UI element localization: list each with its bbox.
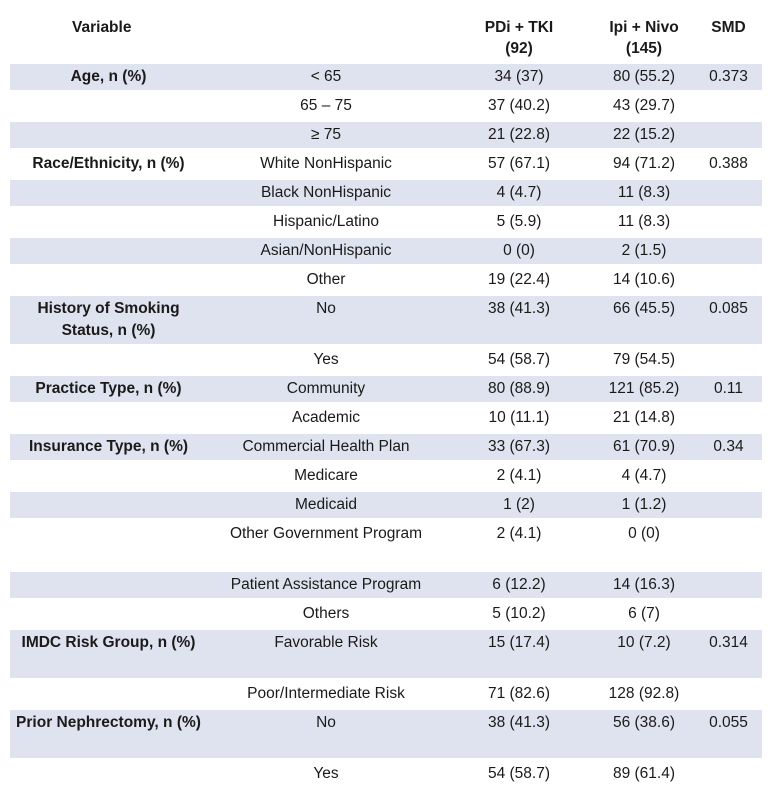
row-group1-value: 54 (58.7): [487, 351, 551, 368]
header-group1-n: (92): [505, 40, 533, 57]
row-group1-value: 2 (4.1): [496, 525, 542, 542]
table-row: [10, 463, 762, 489]
table-row: [10, 681, 762, 707]
row-smd: [695, 601, 762, 627]
row-variable: [10, 463, 207, 489]
baseline-characteristics-table: [10, 8, 762, 790]
row-group2-value: 2 (1.5): [593, 238, 695, 264]
row-group1-value: 5 (5.9): [496, 213, 542, 230]
row-category: Academic: [291, 409, 361, 426]
row-variable: Prior Nephrectomy, n (%): [10, 710, 207, 758]
row-category: Yes: [313, 765, 339, 782]
row-category: Other: [306, 271, 346, 288]
row-group2-value: 22 (15.2): [593, 122, 695, 148]
row-group2-value: 10 (7.2): [593, 630, 695, 678]
row-smd: [695, 681, 762, 707]
row-variable: Practice Type, n (%): [10, 376, 207, 402]
row-group1-value: 71 (82.6): [487, 685, 551, 702]
row-category: ≥ 75: [207, 122, 445, 148]
table-row: [10, 710, 762, 758]
row-group1-value: 10 (11.1): [488, 409, 550, 426]
row-smd: [695, 572, 762, 598]
row-variable: [10, 492, 207, 518]
row-variable: [10, 238, 207, 264]
row-category: Other Government Program: [229, 525, 423, 542]
row-group1-value: 38 (41.3): [445, 710, 593, 758]
row-group2-value: 14 (16.3): [593, 572, 695, 598]
row-smd: 0.11: [695, 376, 762, 402]
table-row: [10, 434, 762, 460]
table-row: [10, 180, 762, 206]
header-category: [207, 11, 445, 61]
row-variable: [10, 681, 207, 707]
row-group1-value: 5 (10.2): [492, 605, 546, 622]
row-category: Medicare: [294, 467, 358, 484]
row-variable: IMDC Risk Group, n (%): [10, 630, 207, 678]
row-smd: 0.34: [695, 434, 762, 460]
row-group2-value: 21 (14.8): [612, 409, 676, 426]
row-smd: [695, 761, 762, 787]
row-group2-value: 128 (92.8): [608, 685, 680, 702]
table-row: [10, 209, 762, 235]
table-row: [10, 267, 762, 293]
table-body: [10, 64, 762, 787]
row-variable: [10, 521, 207, 569]
row-variable: [10, 267, 207, 293]
table-row: [10, 761, 762, 787]
table-row: [10, 64, 762, 90]
table-row: [10, 376, 762, 402]
row-group1-value: 54 (58.7): [487, 765, 551, 782]
row-group1-value: 34 (37): [445, 64, 593, 90]
header-variable: Variable: [72, 19, 132, 36]
row-group2-value: 79 (54.5): [612, 351, 676, 368]
row-group1-value: 38 (41.3): [445, 296, 593, 344]
row-variable: Age, n (%): [10, 64, 207, 90]
row-smd: [695, 347, 762, 373]
row-group1-value: 57 (67.1): [487, 155, 551, 172]
row-smd: [695, 463, 762, 489]
row-group2-value: 11 (8.3): [617, 213, 671, 230]
table-row: [10, 122, 762, 148]
row-group2-value: 66 (45.5): [593, 296, 695, 344]
row-smd: [695, 93, 762, 119]
row-smd: 0.085: [695, 296, 762, 344]
row-category: Asian/NonHispanic: [207, 238, 445, 264]
row-variable: [10, 209, 207, 235]
row-group2-value: 80 (55.2): [593, 64, 695, 90]
header-smd: SMD: [711, 19, 746, 36]
row-smd: 0.055: [695, 710, 762, 758]
table-row: [10, 151, 762, 177]
row-group2-value: 1 (1.2): [593, 492, 695, 518]
row-category: Black NonHispanic: [207, 180, 445, 206]
row-variable: [10, 122, 207, 148]
row-group1-value: 1 (2): [445, 492, 593, 518]
row-group2-value: 61 (70.9): [593, 434, 695, 460]
row-smd: [695, 180, 762, 206]
row-variable: [10, 347, 207, 373]
table-row: [10, 93, 762, 119]
row-group1-value: 19 (22.4): [487, 271, 551, 288]
row-category: 65 – 75: [300, 97, 352, 114]
row-variable: Race/Ethnicity, n (%): [32, 155, 185, 172]
row-variable: [10, 405, 207, 431]
header-group2-label: Ipi + Nivo: [609, 19, 679, 36]
row-group2-value: 89 (61.4): [612, 765, 676, 782]
row-group1-value: 4 (4.7): [445, 180, 593, 206]
row-category: No: [207, 296, 445, 344]
row-category: Others: [302, 605, 350, 622]
row-variable: [10, 761, 207, 787]
row-smd: 0.388: [709, 155, 748, 172]
header-group2-n: (145): [625, 40, 663, 57]
row-group1-value: 0 (0): [445, 238, 593, 264]
table-row: [10, 521, 762, 569]
row-smd: 0.314: [695, 630, 762, 678]
row-category: Medicaid: [207, 492, 445, 518]
row-category: Commercial Health Plan: [207, 434, 445, 460]
row-group1-value: 37 (40.2): [487, 97, 551, 114]
row-category: Yes: [313, 351, 339, 368]
baseline-characteristics-table-wrapper: [10, 8, 762, 790]
header-group2: [593, 11, 695, 61]
table-header-row: [10, 11, 762, 61]
row-group2-value: 14 (10.6): [612, 271, 676, 288]
table-row: [10, 296, 762, 344]
row-variable: Insurance Type, n (%): [10, 434, 207, 460]
row-smd: [695, 267, 762, 293]
row-category: Hispanic/Latino: [273, 213, 379, 230]
row-smd: [695, 521, 762, 569]
row-category: Patient Assistance Program: [207, 572, 445, 598]
row-smd: 0.373: [695, 64, 762, 90]
row-category: White NonHispanic: [260, 155, 392, 172]
row-category: Favorable Risk: [207, 630, 445, 678]
table-row: [10, 630, 762, 678]
row-smd: [695, 492, 762, 518]
row-group2-value: 121 (85.2): [593, 376, 695, 402]
header-group1-label: PDi + TKI: [484, 19, 554, 36]
table-row: [10, 572, 762, 598]
row-smd: [695, 238, 762, 264]
row-group1-value: 6 (12.2): [445, 572, 593, 598]
row-group2-value: 94 (71.2): [612, 155, 676, 172]
table-row: [10, 492, 762, 518]
row-group2-value: 6 (7): [628, 605, 660, 622]
row-group2-value: 4 (4.7): [621, 467, 667, 484]
row-variable: [10, 572, 207, 598]
table-row: [10, 347, 762, 373]
row-category: No: [207, 710, 445, 758]
row-category: < 65: [207, 64, 445, 90]
row-variable: [10, 180, 207, 206]
row-group1-value: 80 (88.9): [445, 376, 593, 402]
row-smd: [695, 122, 762, 148]
row-group1-value: 15 (17.4): [445, 630, 593, 678]
table-row: [10, 405, 762, 431]
row-group2-value: 56 (38.6): [593, 710, 695, 758]
table-row: [10, 238, 762, 264]
row-variable: [10, 601, 207, 627]
row-variable: History of Smoking Status, n (%): [10, 296, 207, 344]
row-category: Community: [207, 376, 445, 402]
row-group2-value: 43 (29.7): [612, 97, 676, 114]
row-group1-value: 33 (67.3): [445, 434, 593, 460]
row-smd: [695, 405, 762, 431]
row-smd: [695, 209, 762, 235]
row-group2-value: 11 (8.3): [593, 180, 695, 206]
header-group1: [445, 11, 593, 61]
row-variable: [10, 93, 207, 119]
row-category: Poor/Intermediate Risk: [247, 685, 405, 702]
row-group1-value: 21 (22.8): [445, 122, 593, 148]
row-group1-value: 2 (4.1): [496, 467, 542, 484]
row-group2-value: 0 (0): [628, 525, 660, 542]
table-row: [10, 601, 762, 627]
